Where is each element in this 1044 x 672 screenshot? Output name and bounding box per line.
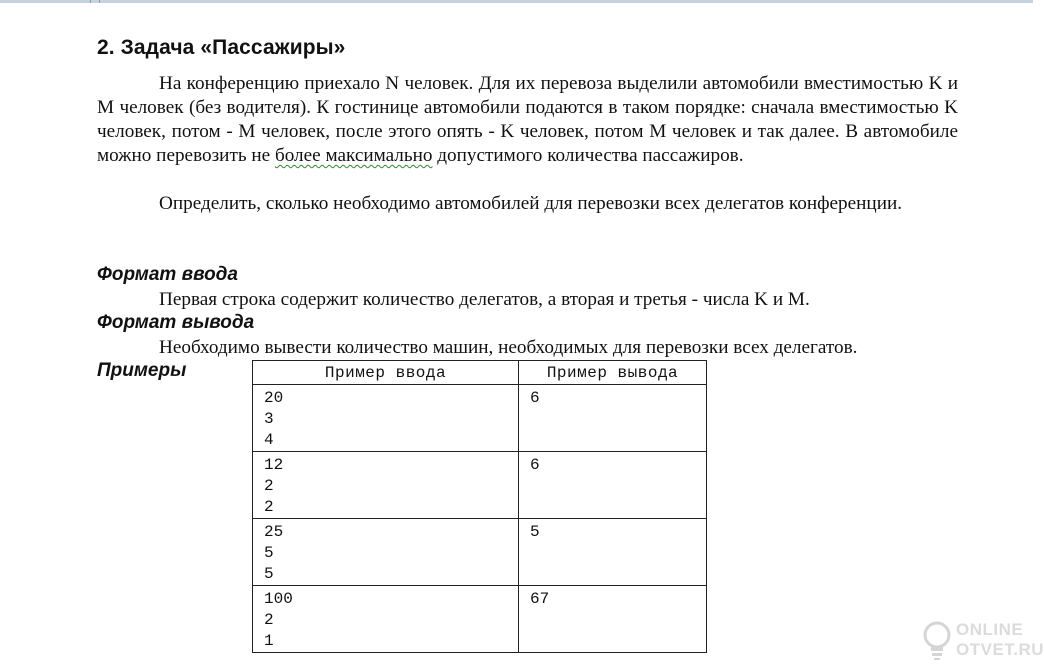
input-value: 2 bbox=[264, 611, 274, 629]
examples-table bbox=[252, 360, 707, 653]
page-top-edge bbox=[0, 0, 1033, 3]
input-value: 2 bbox=[264, 477, 274, 495]
input-value: 20 bbox=[264, 389, 284, 407]
example-output-cell bbox=[519, 519, 707, 586]
output-format-heading: Формат вывода bbox=[97, 312, 255, 333]
ruler-marker bbox=[90, 0, 100, 3]
example-output-cell bbox=[519, 385, 707, 452]
table-header-row bbox=[253, 361, 707, 385]
input-value: 5 bbox=[264, 544, 274, 562]
table-row bbox=[253, 519, 707, 586]
spellcheck-underlined-text: более максимально bbox=[274, 145, 433, 166]
output-format-text: Необходимо вывести количество машин, необходимых для перевозки всех делегатов. bbox=[159, 337, 858, 358]
examples-heading: Примеры bbox=[97, 360, 187, 381]
example-output-cell bbox=[519, 452, 707, 519]
problem-statement bbox=[97, 72, 958, 168]
example-input-cell bbox=[253, 385, 519, 452]
output-value: 5 bbox=[530, 523, 540, 541]
example-input-cell bbox=[253, 519, 519, 586]
input-value: 25 bbox=[264, 523, 284, 541]
lightbulb-icon bbox=[922, 620, 952, 662]
table-row bbox=[253, 452, 707, 519]
watermark-line2: OTVET.RU bbox=[956, 640, 1044, 659]
example-input-cell bbox=[253, 452, 519, 519]
input-value: 1 bbox=[264, 632, 274, 650]
table-row bbox=[253, 586, 707, 653]
input-value: 4 bbox=[264, 431, 274, 449]
example-input-cell bbox=[253, 586, 519, 653]
statement-text: На конференцию приехало N человек. Для их перевоза выделили автомобили вместимостью K и M человек (без водителя). К гостинице автомобили подаются в таком порядке: сначала вместимостью K человек, потом - M человек, после этого опять - K человек, потом M человек и так далее. В автомобиле можно перевозить не bbox=[97, 73, 958, 166]
input-value: 12 bbox=[264, 456, 284, 474]
problem-question: Определить, сколько необходимо автомобилей для перевозки всех делегатов конференции. bbox=[159, 193, 903, 214]
input-value: 5 bbox=[264, 565, 274, 583]
input-value: 100 bbox=[264, 590, 293, 608]
input-format-text: Первая строка содержит количество делегатов, а вторая и третья - числа K и M. bbox=[159, 289, 810, 310]
input-format-heading: Формат ввода bbox=[97, 264, 238, 285]
output-value: 67 bbox=[530, 590, 550, 608]
column-header-output: Пример вывода bbox=[519, 361, 707, 385]
table-row bbox=[253, 385, 707, 452]
input-value: 3 bbox=[264, 410, 274, 428]
example-output-cell bbox=[519, 586, 707, 653]
site-watermark bbox=[922, 616, 1044, 666]
watermark-line1: ONLINE bbox=[956, 620, 1024, 639]
output-value: 6 bbox=[530, 389, 540, 407]
column-header-input: Пример ввода bbox=[253, 361, 519, 385]
output-value: 6 bbox=[530, 456, 540, 474]
task-title: 2. Задача «Пассажиры» bbox=[97, 36, 346, 59]
input-value: 2 bbox=[264, 498, 274, 516]
statement-text-end: допустимого количества пассажиров. bbox=[432, 145, 744, 166]
